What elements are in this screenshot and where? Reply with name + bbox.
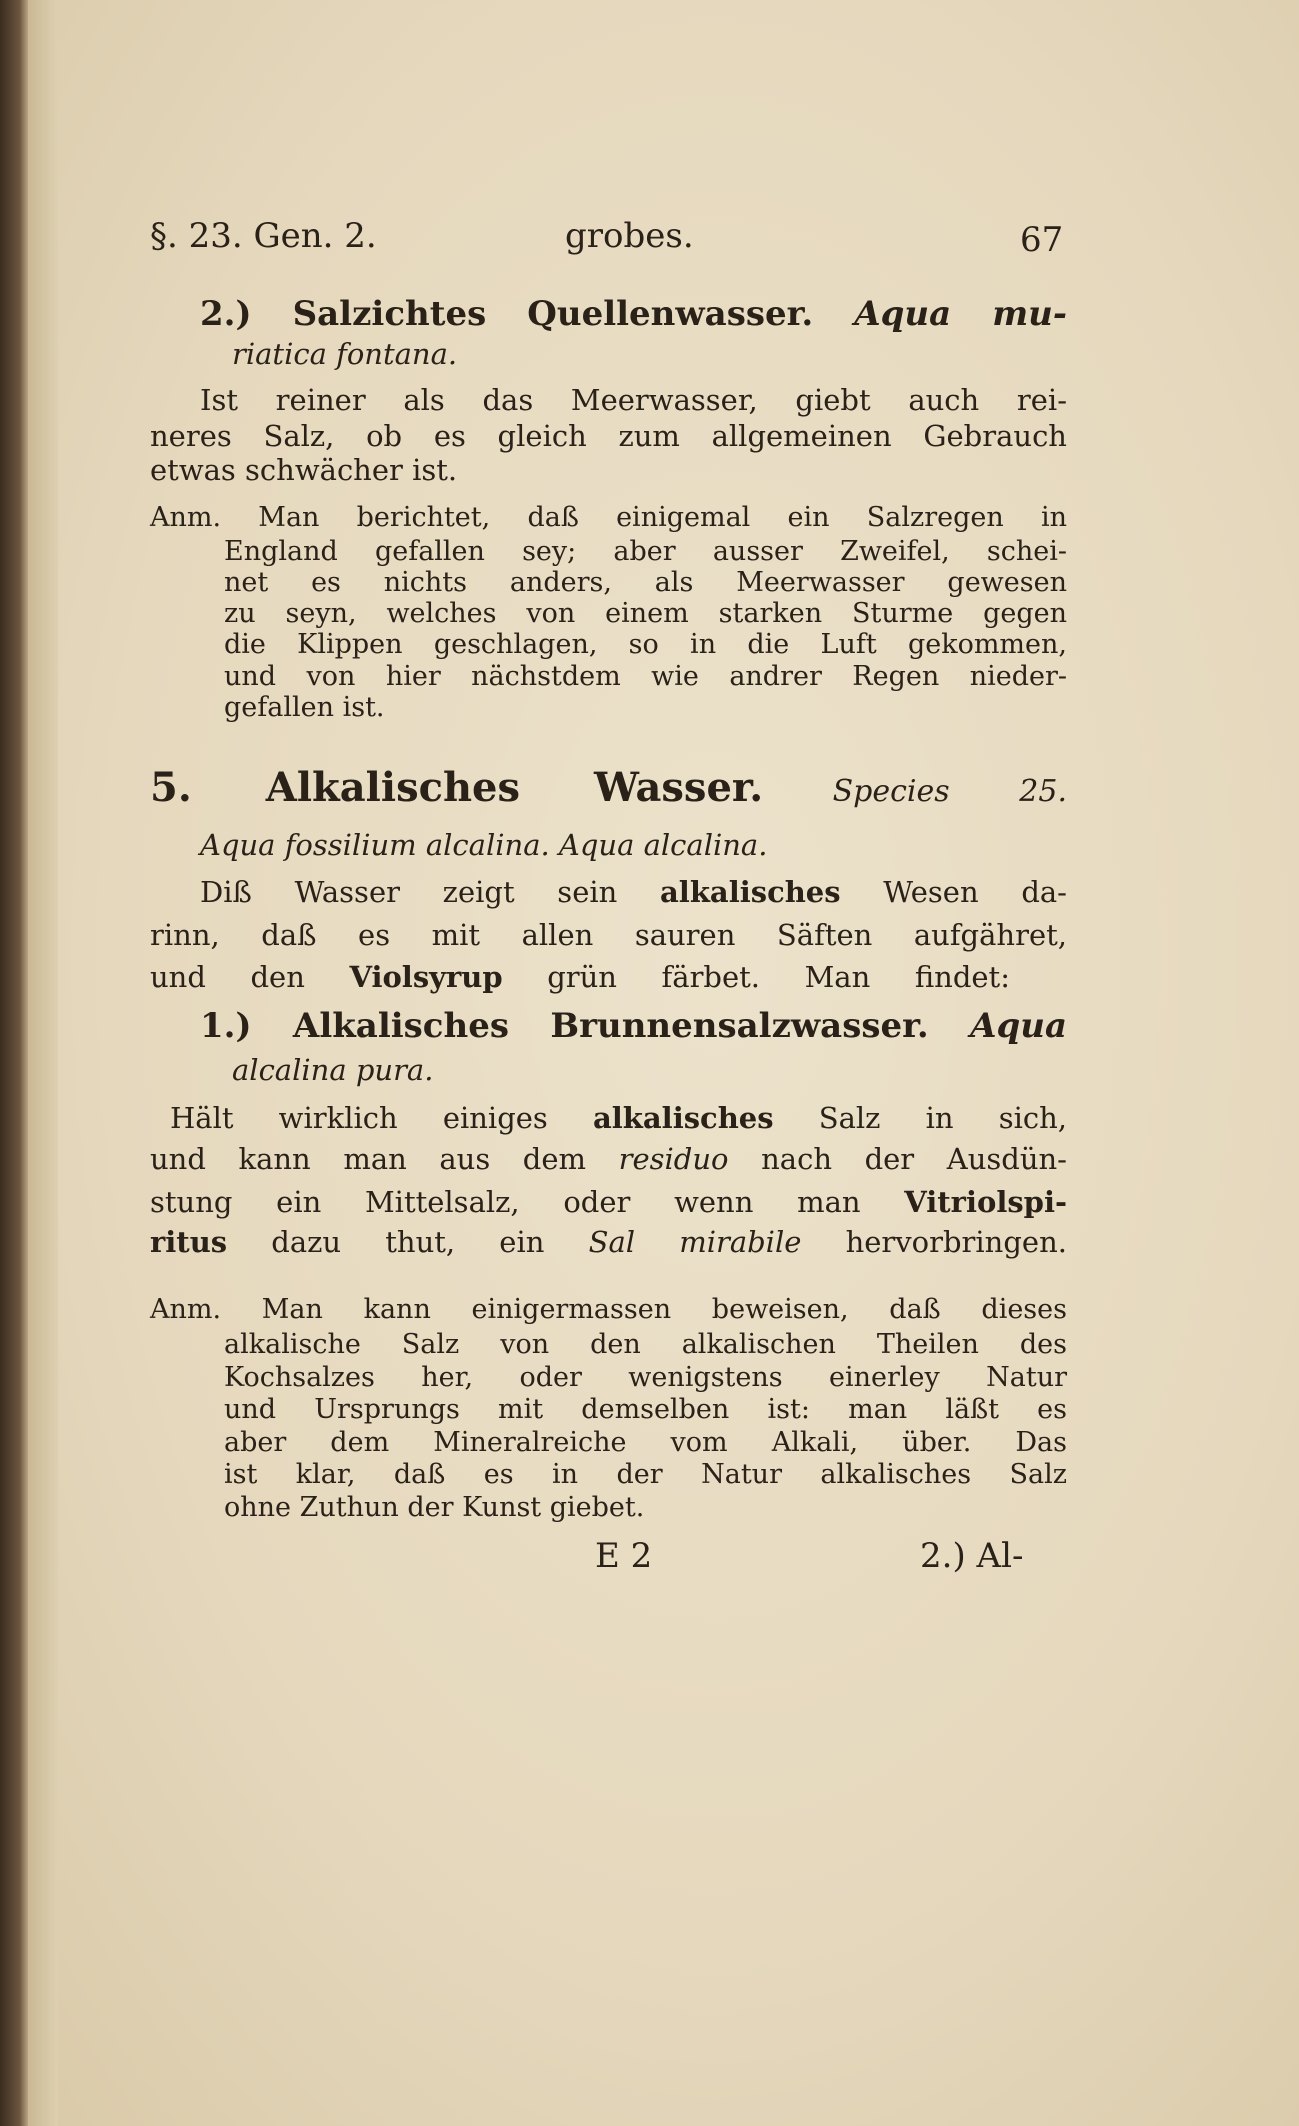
running-head-title: grobes. bbox=[565, 216, 694, 256]
text-line bbox=[150, 959, 1010, 995]
section-heading bbox=[200, 1008, 1067, 1044]
text-line bbox=[150, 1184, 1067, 1220]
text-line bbox=[150, 1141, 1067, 1177]
text-segment: Wesen da- bbox=[840, 875, 1067, 909]
annotation-line bbox=[224, 627, 1067, 663]
text-segment: und von hier nächstdem wie andrer Regen nieder- bbox=[224, 661, 1067, 692]
text-segment: 1.) Alkalisches Brunnensalzwasser. bbox=[200, 1006, 971, 1046]
section-heading bbox=[150, 764, 1067, 811]
text-segment: ohne Zuthun der Kunst giebet. bbox=[224, 1492, 645, 1523]
text-line bbox=[232, 336, 457, 372]
text-segment: und kann man aus dem bbox=[150, 1142, 619, 1176]
facing-page-edge bbox=[28, 0, 58, 2126]
annotation-line bbox=[150, 500, 1067, 536]
text-segment: und Ursprungs mit demselben ist: man läßt es bbox=[224, 1394, 1067, 1425]
text-segment: aber dem Mineralreiche vom Alkali, über. Das bbox=[224, 1427, 1067, 1458]
text-segment: Anm. Man kann einigermassen beweisen, daß dieses bbox=[150, 1294, 1067, 1325]
text-segment: rinn, daß es mit allen sauren Säften aufgähret, bbox=[150, 918, 1067, 952]
text-segment: nach der Ausdün- bbox=[728, 1142, 1067, 1176]
text-line bbox=[200, 874, 1067, 910]
annotation-line bbox=[224, 1360, 1067, 1396]
text-segment: Violsyrup bbox=[349, 960, 503, 994]
text-line bbox=[150, 418, 1067, 454]
text-line bbox=[150, 917, 1067, 953]
text-line bbox=[232, 1052, 433, 1088]
signature-mark: E 2 bbox=[595, 1536, 653, 1576]
text-segment: gefallen ist. bbox=[224, 692, 385, 723]
text-segment: neres Salz, ob es gleich zum allgemeinen Gebrauch bbox=[150, 419, 1067, 453]
text-segment: Diß Wasser zeigt sein bbox=[200, 875, 661, 909]
text-segment: ist klar, daß es in der Natur alkalisches Salz bbox=[224, 1459, 1067, 1490]
text-segment: 2.) Salzichtes Quellenwasser. bbox=[200, 294, 855, 334]
text-segment: ritus bbox=[150, 1225, 228, 1259]
annotation-line bbox=[224, 690, 385, 726]
annotation-line bbox=[224, 1327, 1067, 1363]
text-segment: hervorbringen. bbox=[801, 1225, 1067, 1259]
text-segment: Kochsalzes her, oder wenigstens einerley Natur bbox=[224, 1362, 1067, 1393]
section-heading bbox=[200, 296, 1067, 332]
text-segment: stung ein Mittelsalz, oder wenn man bbox=[150, 1185, 905, 1219]
text-line bbox=[200, 827, 767, 863]
text-segment: alcalina pura. bbox=[232, 1053, 434, 1087]
text-segment: Ist reiner als das Meerwasser, giebt auch rei- bbox=[200, 383, 1067, 417]
text-segment: Salz in sich, bbox=[773, 1101, 1067, 1135]
annotation-line bbox=[224, 1490, 644, 1526]
text-segment: Aqua bbox=[970, 1006, 1067, 1046]
running-head-section: §. 23. Gen. 2. bbox=[150, 216, 377, 256]
text-segment: Species 25. bbox=[832, 774, 1067, 809]
catchword: 2.) Al- bbox=[920, 1536, 1024, 1576]
text-segment: grün färbet. Man findet: bbox=[502, 960, 1010, 994]
annotation-line bbox=[224, 1457, 1067, 1493]
text-line bbox=[150, 1224, 1067, 1260]
text-segment: dazu thut, ein bbox=[227, 1225, 589, 1259]
page-number: 67 bbox=[1020, 220, 1064, 260]
text-segment: net es nichts anders, als Meerwasser gewesen bbox=[224, 567, 1067, 598]
text-segment: residuo bbox=[618, 1142, 729, 1176]
annotation-line bbox=[224, 1425, 1067, 1461]
text-segment: die Klippen geschlagen, so in die Luft gekommen, bbox=[224, 629, 1067, 660]
text-segment: alkalisches bbox=[592, 1101, 774, 1135]
annotation-line bbox=[150, 1292, 1067, 1328]
text-segment: England gefallen sey; aber ausser Zweifel, schei- bbox=[224, 536, 1067, 567]
text-segment: Aqua fossilium alcalina. Aqua alcalina. bbox=[200, 828, 768, 862]
text-segment: 5. Alkalisches Wasser. bbox=[150, 764, 764, 811]
annotation-line bbox=[224, 1392, 1067, 1428]
text-line bbox=[200, 382, 1067, 418]
text-line bbox=[150, 452, 457, 488]
text-segment: alkalische Salz von den alkalischen Theilen des bbox=[224, 1329, 1067, 1360]
text-segment: Vitriolspi- bbox=[904, 1185, 1067, 1219]
text-line bbox=[170, 1100, 1067, 1136]
text-segment: Sal mirabile bbox=[588, 1225, 802, 1259]
text-segment: riatica fontana. bbox=[232, 337, 458, 371]
text-segment: etwas schwächer ist. bbox=[150, 453, 458, 487]
text-segment: Aqua mu- bbox=[854, 294, 1067, 334]
text-segment: und den bbox=[150, 960, 350, 994]
text-segment: Hält wirklich einiges bbox=[170, 1101, 593, 1135]
text-segment: Anm. Man berichtet, daß einigemal ein Salzregen in bbox=[150, 502, 1067, 533]
book-spine bbox=[0, 0, 28, 2126]
text-segment: zu seyn, welches von einem starken Sturme gegen bbox=[224, 598, 1067, 629]
text-segment: alkalisches bbox=[660, 875, 841, 909]
